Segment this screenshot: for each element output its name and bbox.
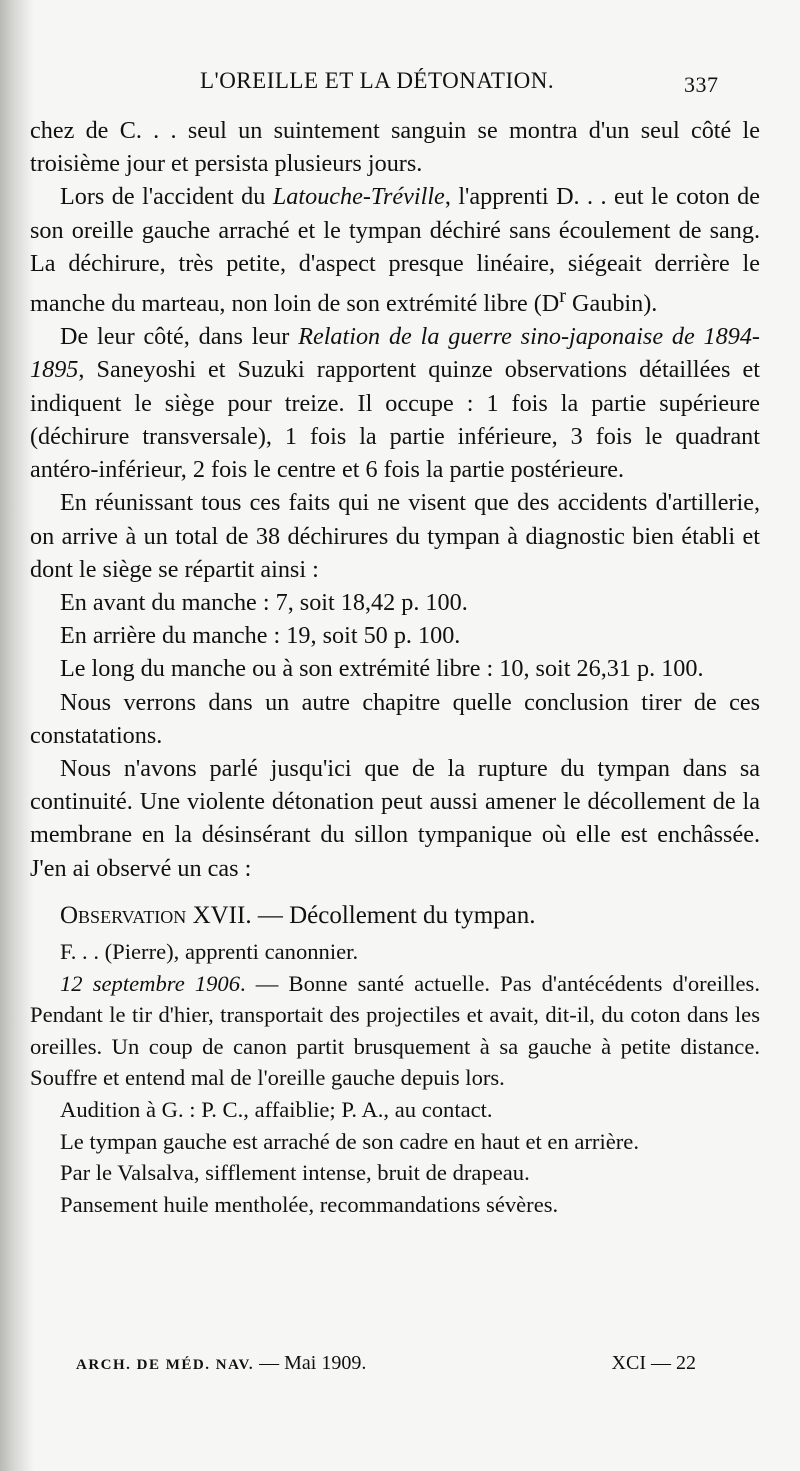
list-item [30,586,760,619]
journal-date: — Mai 1909. [254,1352,367,1374]
superscript: r [559,285,566,308]
page-number: 337 [684,72,719,97]
text-run: . — Bonne santé actuelle. Pas d'antécédents d'oreilles. Pendant le tir d'hier, transportait des projectiles et avait, dit-il, du coton dans les oreilles. Un coup de canon partit brusquement à sa gauche à petite distance. Souffre et entend mal de l'oreille gauche depuis lors. [30,970,760,1091]
text-run: Nous n'avons parlé jusqu'ici que de la rupture du tympan dans sa continuité. Une violente détonation peut aussi amener le décollement de la membrane en la désinsérant du sillon tympanique où elle est enchâssée. J'en ai observé un cas : [30,754,760,882]
paragraph [30,486,760,586]
paragraph [30,1126,760,1158]
binding-shadow [0,0,34,1471]
ship-name: Latouche-Tréville [272,183,445,211]
signature-mark: XCI — 22 [611,1352,696,1374]
paragraph [30,114,760,180]
paragraph [30,1157,760,1189]
text-run: En réunissant tous ces faits qui ne visent que des accidents d'artillerie, on arrive à un total de 38 déchirures du tympan à diagnostic bien établi et dont le siège se répartit ainsi : [30,489,760,583]
paragraph [30,968,760,1094]
text-run: F. . . (Pierre), apprenti canonnier. [60,938,359,964]
observation-label: Observation [60,901,187,929]
text-run: En avant du manche : 7, soit 18,42 p. 100. [60,588,468,616]
text-run: Par le Valsalva, sifflement intense, bruit de drapeau. [60,1160,530,1186]
text-run: Audition à G. : P. C., affaiblie; P. A., au contact. [60,1096,493,1122]
body-text [30,114,760,1220]
text-run: , l'apprenti D. . . eut le coton de son oreille gauche arraché et le tympan déchiré sans écoulement de sang. La déchirure, très petite, d'aspect presque linéaire, siégeait derrière le manche du marteau, non loin de son extrémité libre (D [30,183,760,318]
paragraph [30,320,760,486]
paragraph [30,1189,760,1221]
text-run: Gaubin). [566,290,658,318]
observation-body [30,936,760,1220]
paragraph [30,1094,760,1126]
page-footer [76,1352,696,1382]
observation-title: XVII. — Décollement du tympan. [186,901,536,929]
text-run: Nous verrons dans un autre chapitre quelle conclusion tirer de ces constatations. [30,688,760,749]
running-title: L'OREILLE ET LA DÉTONATION. [200,68,555,93]
observation-heading [30,899,760,932]
observation-date: 12 septembre 1906 [60,970,241,996]
cited-work: Relation de la guerre sino-japonaise de 1894-1895 [30,323,760,384]
text-run: chez de C. . . seul un suintement sanguin se montra d'un seul côté le troisième jour et persista plusieurs jours. [30,117,760,178]
paragraph [30,180,760,320]
text-run: Lors de l'accident du [60,183,273,211]
text-run: Pansement huile mentholée, recommandations sévères. [60,1191,559,1217]
text-run: En arrière du manche : 19, soit 50 p. 100. [60,622,461,650]
journal-reference [76,1352,366,1375]
patient-line [30,936,760,968]
text-run: De leur côté, dans leur [60,323,299,351]
paragraph [30,752,760,885]
text-run: Le tympan gauche est arraché de son cadre en haut et en arrière. [60,1128,639,1154]
list-item [30,619,760,652]
text-run: , Saneyoshi et Suzuki rapportent quinze observations détaillées et indiquent le siège pour treize. Il occupe : 1 fois la partie supérieure (déchirure transversale), 1 fois la partie inférieure, 3 fois le quadrant antéro-inférieur, 2 fois le centre et 6 fois la partie postérieure. [30,356,760,484]
paragraph [30,686,760,752]
running-header [0,62,800,102]
list-item [30,652,760,685]
text-run: Le long du manche ou à son extrémité libre : 10, soit 26,31 p. 100. [60,655,704,683]
journal-abbrev: ARCH. DE MÉD. NAV. [76,1357,255,1373]
